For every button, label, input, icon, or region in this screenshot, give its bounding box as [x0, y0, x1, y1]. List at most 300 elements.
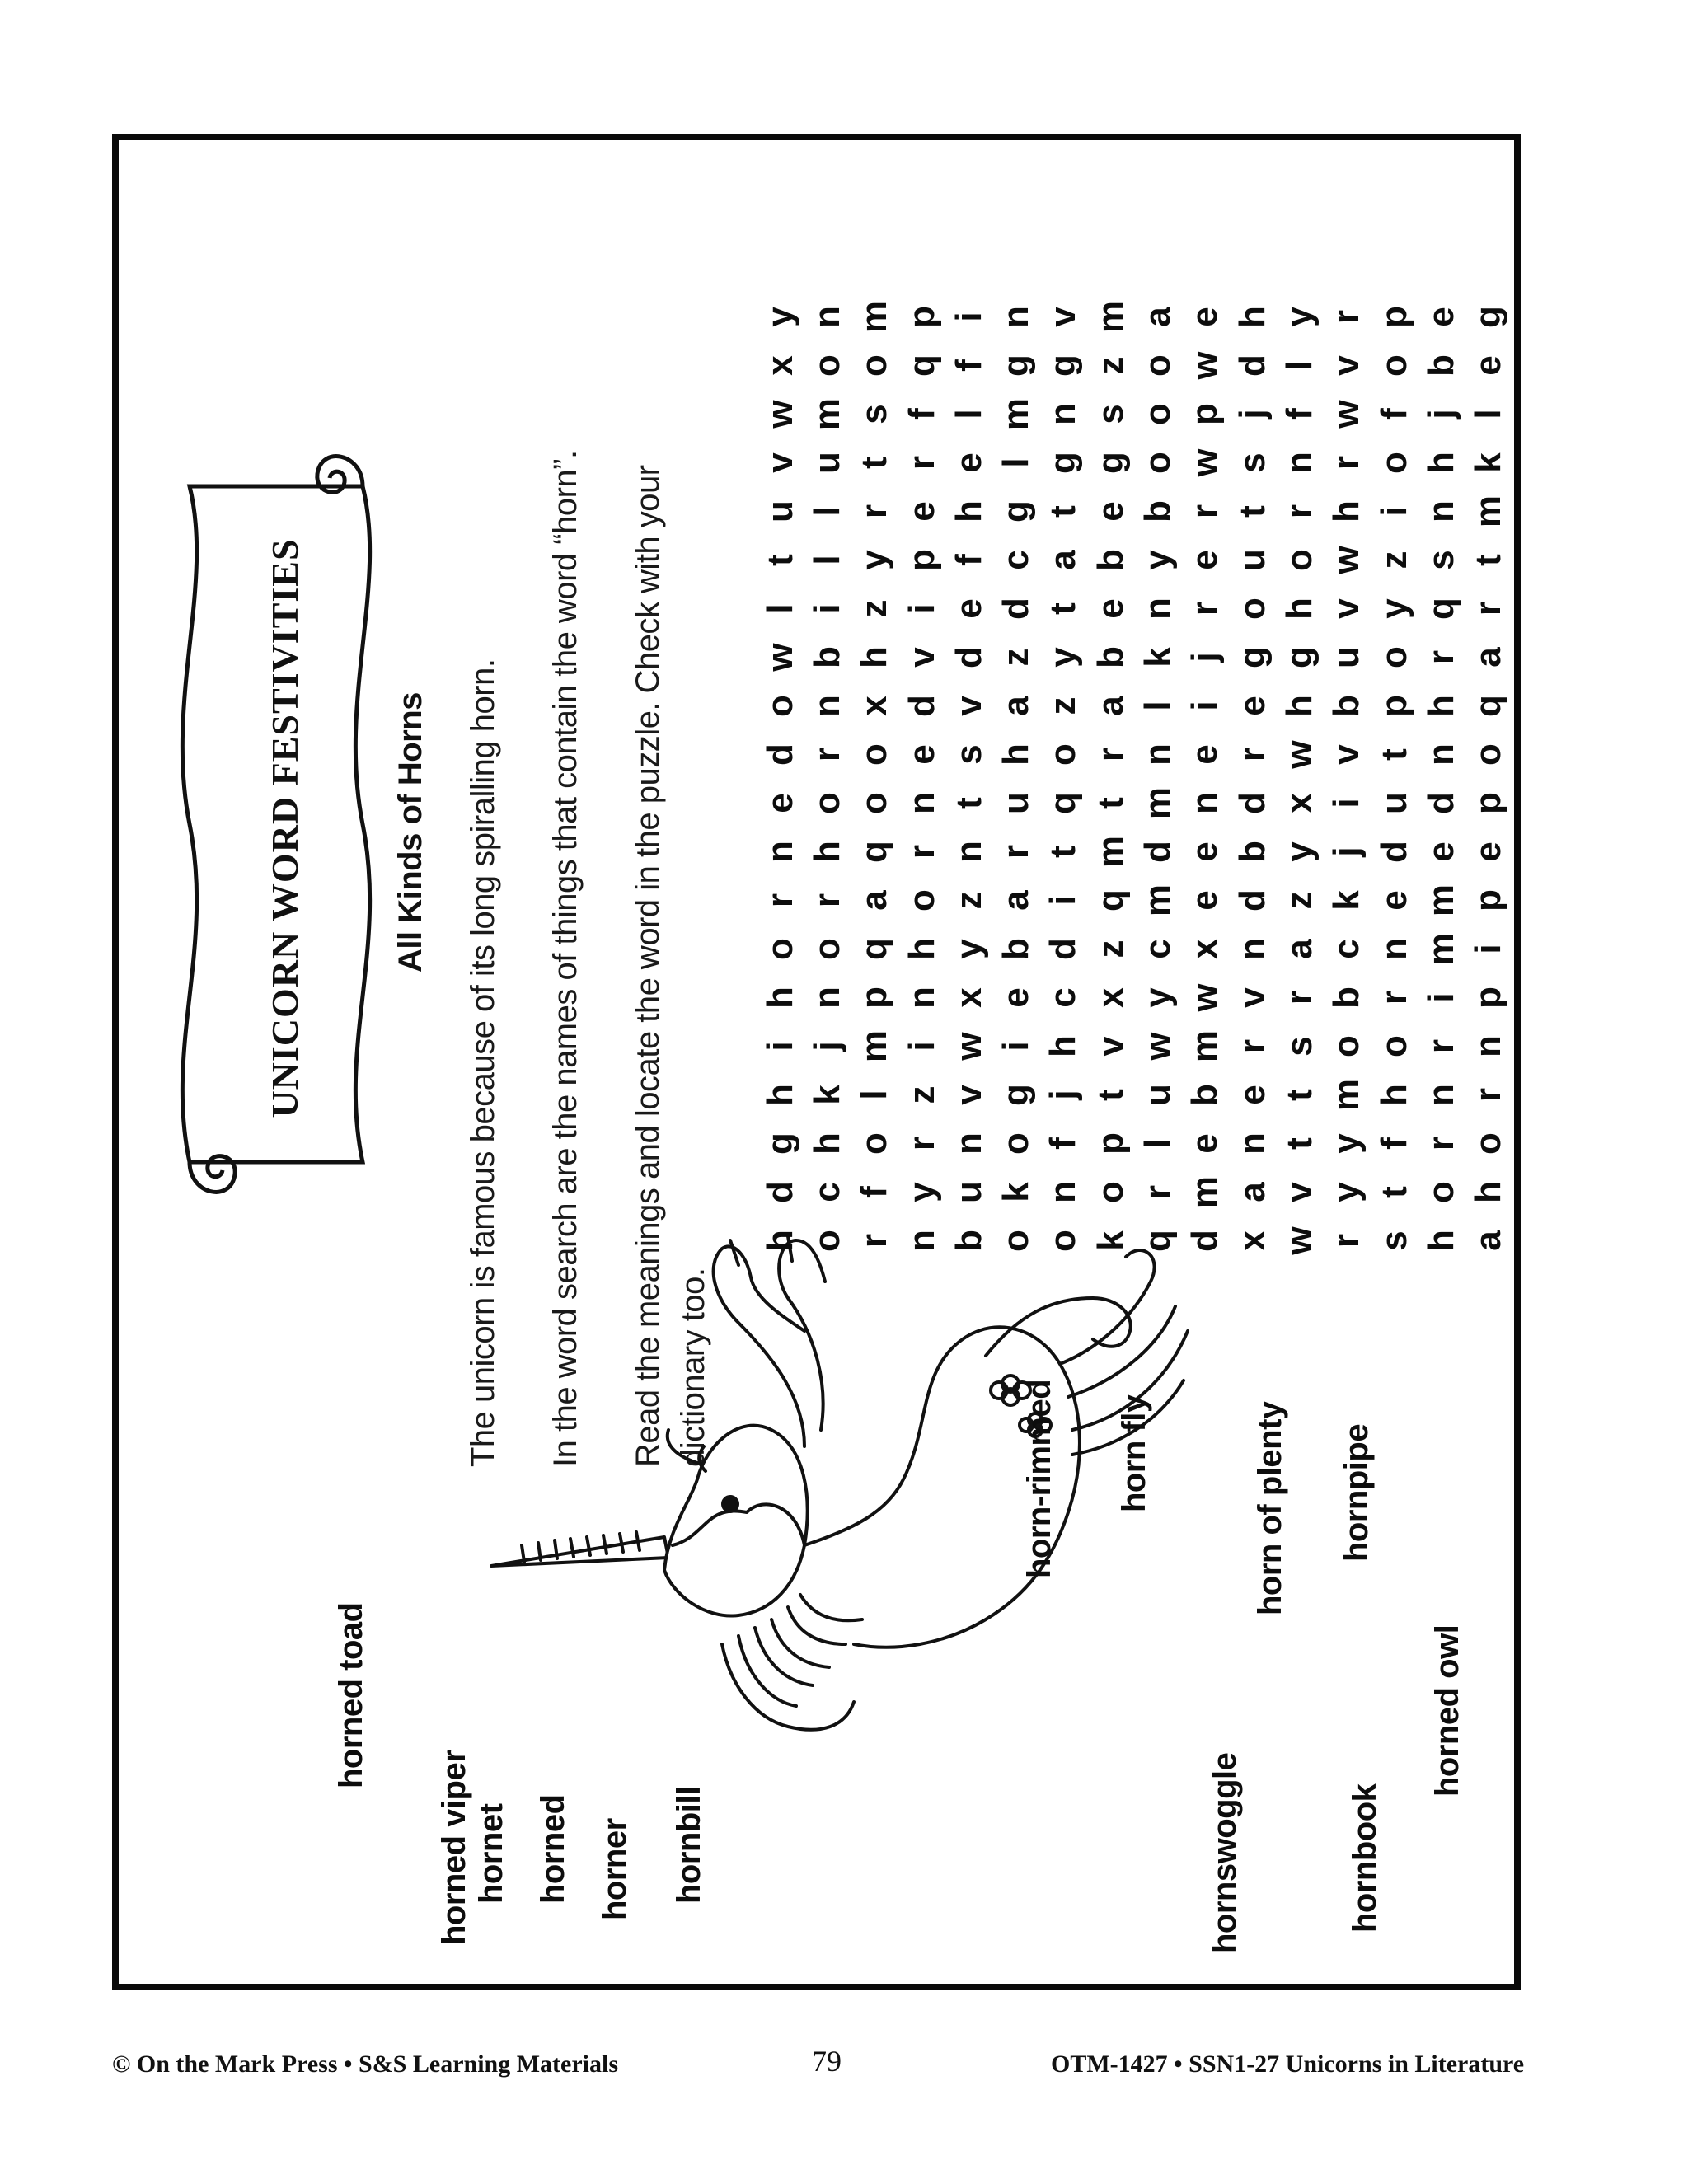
- grid-cell: e: [1184, 1133, 1226, 1154]
- grid-cell: r: [806, 747, 847, 762]
- word-list-item: hornpipe: [1339, 1423, 1375, 1562]
- grid-cell: w: [1278, 740, 1320, 769]
- grid-cell: x: [854, 696, 895, 716]
- grid-cell: g: [1278, 646, 1320, 668]
- grid-cell: e: [1420, 307, 1461, 327]
- grid-cell: f: [854, 1186, 895, 1198]
- grid-cell: j: [1184, 652, 1226, 663]
- grid-cell: o: [1373, 452, 1414, 474]
- grid-cell: y: [1326, 1182, 1367, 1202]
- grid-cell: n: [1043, 403, 1084, 425]
- grid-cell: h: [1373, 1084, 1414, 1106]
- grid-cell: e: [759, 793, 800, 813]
- grid-cell: a: [1137, 307, 1179, 327]
- grid-cell: u: [806, 452, 847, 474]
- grid-cell: q: [1137, 1230, 1179, 1252]
- grid-cell: d: [1373, 841, 1414, 863]
- grid-cell: k: [1468, 452, 1509, 473]
- grid-cell: m: [1326, 1078, 1367, 1112]
- grid-cell: r: [854, 504, 895, 519]
- grid-cell: l: [854, 1090, 895, 1100]
- grid-cell: k: [996, 1182, 1037, 1202]
- grid-cell: o: [1468, 743, 1509, 766]
- grid-cell: i: [1373, 506, 1414, 517]
- grid-cell: t: [948, 797, 989, 809]
- grid-cell: h: [1043, 1035, 1084, 1057]
- grid-cell: l: [1137, 1138, 1179, 1149]
- grid-cell: p: [901, 549, 942, 571]
- grid-cell: v: [1326, 744, 1367, 765]
- grid-cell: h: [948, 500, 989, 523]
- grid-cell: c: [1137, 939, 1179, 959]
- grid-cell: o: [1137, 452, 1179, 474]
- grid-cell: o: [1373, 646, 1414, 668]
- grid-cell: v: [1231, 987, 1273, 1008]
- grid-cell: t: [759, 554, 800, 566]
- grid-cell: n: [1278, 452, 1320, 474]
- word-list-item: horn fly: [1116, 1394, 1152, 1512]
- grid-cell: g: [1231, 646, 1273, 668]
- grid-cell: r: [1278, 504, 1320, 519]
- grid-cell: o: [1278, 549, 1320, 571]
- grid-cell: n: [901, 1230, 942, 1252]
- grid-cell: l: [806, 506, 847, 517]
- grid-cell: b: [1137, 500, 1179, 523]
- grid-cell: b: [1326, 695, 1367, 717]
- grid-cell: y: [854, 550, 895, 570]
- grid-cell: r: [901, 844, 942, 860]
- grid-cell: o: [1043, 1230, 1084, 1252]
- grid-cell: m: [806, 397, 847, 431]
- unicorn-illustration-icon: [458, 1216, 1200, 1891]
- grid-cell: z: [948, 891, 989, 910]
- grid-cell: e: [901, 744, 942, 765]
- grid-cell: j: [1231, 409, 1273, 419]
- grid-cell: n: [1231, 1132, 1273, 1155]
- grid-cell: e: [948, 598, 989, 619]
- grid-cell: n: [1468, 1035, 1509, 1057]
- grid-cell: h: [1468, 1181, 1509, 1203]
- grid-cell: n: [806, 987, 847, 1009]
- grid-row: [804, 293, 851, 1265]
- grid-cell: y: [1278, 307, 1320, 327]
- grid-cell: e: [1231, 696, 1273, 716]
- grid-cell: p: [1184, 403, 1226, 425]
- grid-cell: n: [1420, 743, 1461, 766]
- word-search-grid: [757, 293, 1512, 1265]
- grid-cell: t: [1278, 1089, 1320, 1101]
- grid-cell: g: [996, 500, 1037, 523]
- page-number: 79: [812, 2045, 842, 2078]
- grid-cell: d: [759, 1181, 800, 1203]
- grid-row: [1229, 293, 1276, 1265]
- grid-cell: o: [759, 695, 800, 717]
- grid-cell: r: [1184, 504, 1226, 519]
- grid-cell: u: [996, 792, 1037, 814]
- grid-cell: p: [1468, 987, 1509, 1009]
- grid-cell: n: [806, 695, 847, 717]
- grid-cell: o: [996, 1132, 1037, 1155]
- grid-cell: t: [1468, 554, 1509, 566]
- grid-cell: m: [996, 397, 1037, 431]
- grid-cell: b: [1090, 646, 1131, 668]
- grid-cell: u: [1137, 1084, 1179, 1106]
- grid-cell: h: [901, 938, 942, 960]
- grid-cell: a: [1468, 647, 1509, 668]
- grid-cell: p: [1373, 695, 1414, 717]
- grid-cell: n: [948, 1132, 989, 1155]
- grid-cell: s: [1090, 404, 1131, 424]
- grid-cell: h: [1278, 695, 1320, 717]
- grid-cell: p: [1468, 792, 1509, 814]
- grid-cell: e: [1373, 890, 1414, 911]
- grid-cell: v: [948, 1085, 989, 1105]
- grid-cell: e: [1468, 355, 1509, 376]
- intro-line-3: Read the meanings and locate the word in the puzzle. Check with your: [630, 465, 666, 1467]
- grid-cell: w: [948, 1032, 989, 1061]
- grid-cell: p: [1373, 306, 1414, 328]
- grid-cell: h: [759, 1230, 800, 1252]
- grid-cell: e: [996, 987, 1037, 1008]
- grid-cell: x: [1184, 939, 1226, 959]
- grid-cell: x: [1090, 987, 1131, 1008]
- grid-cell: z: [1043, 696, 1084, 715]
- word-list-item: horn of plenty: [1252, 1401, 1288, 1615]
- grid-row: [757, 293, 804, 1265]
- grid-cell: o: [806, 938, 847, 960]
- grid-cell: d: [1184, 1230, 1226, 1252]
- grid-cell: a: [1231, 1182, 1273, 1202]
- grid-cell: a: [996, 890, 1037, 911]
- grid-cell: e: [1468, 841, 1509, 862]
- grid-cell: u: [948, 1181, 989, 1203]
- grid-cell: d: [948, 646, 989, 668]
- worksheet-frame: [112, 134, 1521, 1990]
- grid-cell: r: [901, 1136, 942, 1151]
- grid-cell: r: [1373, 990, 1414, 1005]
- grid-cell: z: [1373, 551, 1414, 569]
- grid-cell: d: [996, 598, 1037, 620]
- grid-cell: l: [1468, 409, 1509, 419]
- grid-cell: q: [1420, 598, 1461, 620]
- grid-cell: i: [901, 1041, 942, 1052]
- grid-cell: m: [1137, 883, 1179, 917]
- grid-cell: y: [759, 307, 800, 327]
- grid-cell: s: [948, 744, 989, 765]
- grid-cell: d: [1231, 354, 1273, 377]
- grid-cell: c: [996, 550, 1037, 570]
- grid-cell: p: [901, 306, 942, 328]
- grid-cell: m: [854, 300, 895, 334]
- grid-cell: m: [854, 1029, 895, 1063]
- grid-cell: q: [1043, 792, 1084, 814]
- grid-row: [1371, 293, 1418, 1265]
- grid-cell: y: [1373, 598, 1414, 619]
- grid-cell: o: [854, 743, 895, 766]
- grid-cell: w: [1326, 546, 1367, 574]
- grid-cell: i: [996, 1041, 1037, 1052]
- grid-cell: k: [1326, 890, 1367, 911]
- grid-cell: m: [1090, 835, 1131, 869]
- grid-cell: e: [1184, 841, 1226, 862]
- grid-cell: v: [948, 696, 989, 716]
- grid-cell: n: [1231, 938, 1273, 960]
- grid-cell: h: [759, 987, 800, 1009]
- grid-cell: s: [1420, 550, 1461, 570]
- grid-cell: o: [1373, 1035, 1414, 1057]
- grid-cell: o: [901, 889, 942, 912]
- grid-cell: p: [1468, 889, 1509, 912]
- grid-cell: r: [1184, 601, 1226, 616]
- grid-cell: i: [1184, 701, 1226, 711]
- grid-cell: r: [901, 455, 942, 471]
- grid-cell: z: [1090, 356, 1131, 375]
- grid-cell: u: [759, 500, 800, 523]
- grid-cell: k: [1137, 647, 1179, 668]
- grid-cell: q: [1090, 889, 1131, 912]
- grid-cell: i: [948, 312, 989, 322]
- grid-cell: r: [1468, 601, 1509, 616]
- grid-cell: z: [1278, 891, 1320, 910]
- grid-cell: e: [1184, 550, 1226, 570]
- grid-cell: r: [1278, 990, 1320, 1005]
- word-list-item: horner: [597, 1818, 633, 1920]
- grid-cell: y: [901, 1182, 942, 1202]
- grid-cell: q: [901, 354, 942, 377]
- grid-cell: m: [1137, 786, 1179, 820]
- grid-cell: g: [1090, 452, 1131, 474]
- grid-cell: r: [1420, 1038, 1461, 1054]
- grid-cell: m: [1184, 1175, 1226, 1209]
- grid-cell: h: [1420, 1230, 1461, 1252]
- grid-cell: o: [1043, 743, 1084, 766]
- grid-cell: i: [1468, 944, 1509, 954]
- grid-cell: q: [854, 841, 895, 863]
- banner-title: UNICORN WORD FESTIVITIES: [263, 538, 306, 1118]
- grid-cell: h: [1278, 598, 1320, 620]
- grid-cell: w: [759, 400, 800, 429]
- word-list-item: horned viper: [436, 1750, 472, 1945]
- grid-cell: x: [948, 987, 989, 1008]
- grid-cell: p: [854, 987, 895, 1009]
- word-list-item: hornbill: [671, 1786, 707, 1904]
- grid-cell: e: [1090, 501, 1131, 522]
- grid-cell: i: [1326, 798, 1367, 808]
- grid-cell: w: [759, 643, 800, 672]
- grid-cell: m: [1420, 932, 1461, 966]
- grid-cell: o: [759, 938, 800, 960]
- grid-row: [1040, 293, 1087, 1265]
- grid-cell: s: [1373, 1230, 1414, 1251]
- grid-cell: v: [1090, 1036, 1131, 1057]
- grid-cell: r: [1326, 1233, 1367, 1249]
- grid-cell: n: [1137, 743, 1179, 766]
- grid-cell: r: [854, 1233, 895, 1249]
- grid-cell: o: [854, 354, 895, 377]
- grid-cell: w: [1184, 448, 1226, 477]
- grid-cell: e: [1090, 598, 1131, 619]
- grid-cell: v: [1326, 355, 1367, 376]
- grid-cell: z: [1090, 940, 1131, 958]
- grid-cell: r: [1326, 455, 1367, 471]
- grid-cell: x: [1231, 1230, 1273, 1251]
- grid-cell: j: [1326, 846, 1367, 857]
- grid-cell: f: [948, 359, 989, 372]
- intro-line-4: dictionary too.: [675, 1268, 711, 1467]
- grid-cell: a: [854, 890, 895, 911]
- grid-cell: j: [806, 1041, 847, 1052]
- grid-cell: h: [1231, 306, 1273, 328]
- grid-row: [1276, 293, 1323, 1265]
- grid-cell: i: [1043, 895, 1084, 906]
- grid-cell: r: [1468, 1087, 1509, 1103]
- grid-cell: d: [1420, 792, 1461, 814]
- grid-cell: o: [854, 792, 895, 814]
- grid-cell: g: [1468, 306, 1509, 328]
- grid-cell: q: [1468, 695, 1509, 717]
- grid-cell: t: [1278, 1137, 1320, 1150]
- grid-cell: b: [806, 646, 847, 668]
- grid-cell: n: [806, 306, 847, 328]
- footer-copyright: © On the Mark Press • S&S Learning Materials: [112, 2050, 618, 2078]
- grid-cell: m: [1468, 494, 1509, 528]
- word-list-item: hornswoggle: [1207, 1752, 1243, 1953]
- grid-cell: i: [901, 603, 942, 614]
- scroll-banner: [165, 445, 404, 1212]
- grid-cell: e: [1184, 307, 1226, 327]
- grid-cell: a: [1278, 939, 1320, 959]
- grid-cell: n: [901, 792, 942, 814]
- grid-cell: w: [1137, 1032, 1179, 1061]
- grid-cell: h: [854, 646, 895, 668]
- grid-cell: o: [1090, 1181, 1131, 1203]
- grid-cell: i: [1420, 992, 1461, 1003]
- grid-cell: u: [1231, 549, 1273, 571]
- grid-cell: h: [1420, 452, 1461, 474]
- word-list-item: hornet: [473, 1803, 509, 1904]
- grid-cell: s: [1278, 1036, 1320, 1057]
- grid-cell: e: [901, 501, 942, 522]
- intro-line-1: The unicorn is famous because of its long spiralling horn.: [465, 658, 501, 1467]
- grid-cell: x: [1278, 793, 1320, 813]
- grid-cell: l: [759, 603, 800, 614]
- grid-cell: m: [1090, 300, 1131, 334]
- grid-row: [1418, 293, 1465, 1265]
- grid-cell: o: [1326, 1035, 1367, 1057]
- grid-cell: d: [1231, 792, 1273, 814]
- grid-cell: n: [901, 987, 942, 1009]
- grid-cell: e: [1184, 744, 1226, 765]
- grid-cell: f: [901, 408, 942, 420]
- grid-cell: v: [759, 452, 800, 473]
- grid-cell: q: [854, 938, 895, 960]
- grid-cell: h: [806, 1132, 847, 1155]
- grid-cell: a: [1468, 1230, 1509, 1251]
- grid-cell: r: [1420, 1136, 1461, 1151]
- grid-cell: t: [1373, 1186, 1414, 1198]
- grid-cell: e: [1184, 890, 1226, 911]
- grid-row: [1182, 293, 1229, 1265]
- grid-cell: c: [806, 1182, 847, 1202]
- grid-cell: h: [996, 743, 1037, 766]
- word-list-item: horned: [535, 1794, 571, 1904]
- grid-cell: l: [1278, 360, 1320, 371]
- grid-cell: b: [948, 1230, 989, 1252]
- grid-cell: r: [806, 893, 847, 908]
- grid-cell: g: [1043, 452, 1084, 474]
- grid-cell: h: [759, 1084, 800, 1106]
- grid-cell: j: [1043, 1090, 1084, 1100]
- grid-cell: b: [1326, 987, 1367, 1009]
- grid-cell: o: [1137, 403, 1179, 425]
- word-list-item: horned owl: [1429, 1624, 1465, 1797]
- grid-cell: f: [1373, 408, 1414, 420]
- grid-cell: x: [759, 355, 800, 376]
- grid-cell: t: [854, 457, 895, 469]
- grid-cell: g: [1043, 354, 1084, 377]
- grid-cell: d: [759, 743, 800, 766]
- word-list-item: horned toad: [333, 1602, 369, 1788]
- grid-cell: a: [1043, 550, 1084, 570]
- grid-cell: o: [806, 1230, 847, 1252]
- grid-cell: c: [1326, 939, 1367, 959]
- grid-cell: e: [948, 452, 989, 473]
- grid-cell: s: [854, 404, 895, 424]
- grid-row: [1087, 293, 1134, 1265]
- grid-cell: e: [1231, 1085, 1273, 1105]
- grid-cell: z: [901, 1085, 942, 1104]
- grid-cell: r: [1420, 649, 1461, 665]
- grid-cell: w: [1184, 351, 1226, 380]
- grid-cell: v: [1278, 1182, 1320, 1202]
- grid-cell: n: [1373, 938, 1414, 960]
- grid-cell: p: [1090, 1132, 1131, 1155]
- grid-cell: t: [1043, 505, 1084, 518]
- grid-cell: y: [1326, 1133, 1367, 1154]
- grid-cell: n: [1420, 500, 1461, 523]
- grid-cell: n: [1043, 1181, 1084, 1203]
- grid-cell: k: [806, 1085, 847, 1105]
- grid-row: [1465, 293, 1512, 1265]
- grid-cell: f: [1043, 1137, 1084, 1150]
- grid-cell: y: [1137, 987, 1179, 1008]
- grid-cell: b: [1420, 354, 1461, 377]
- grid-cell: b: [1231, 841, 1273, 863]
- grid-row: [992, 293, 1039, 1265]
- grid-cell: o: [806, 354, 847, 377]
- grid-cell: o: [1231, 598, 1273, 620]
- grid-cell: b: [1090, 549, 1131, 571]
- grid-cell: l: [948, 409, 989, 419]
- grid-cell: o: [806, 792, 847, 814]
- grid-cell: b: [1184, 1084, 1226, 1106]
- grid-cell: i: [806, 603, 847, 614]
- grid-cell: n: [1420, 1084, 1461, 1106]
- grid-cell: r: [1231, 747, 1273, 762]
- grid-cell: a: [996, 696, 1037, 716]
- grid-cell: t: [1231, 505, 1273, 518]
- grid-cell: y: [1278, 841, 1320, 862]
- grid-cell: h: [1420, 695, 1461, 717]
- grid-cell: v: [1043, 307, 1084, 327]
- grid-cell: o: [996, 1230, 1037, 1252]
- grid-cell: d: [1231, 889, 1273, 912]
- grid-cell: u: [1373, 792, 1414, 814]
- grid-cell: z: [996, 648, 1037, 667]
- grid-cell: y: [948, 939, 989, 959]
- grid-cell: d: [901, 695, 942, 717]
- grid-cell: y: [1137, 550, 1179, 570]
